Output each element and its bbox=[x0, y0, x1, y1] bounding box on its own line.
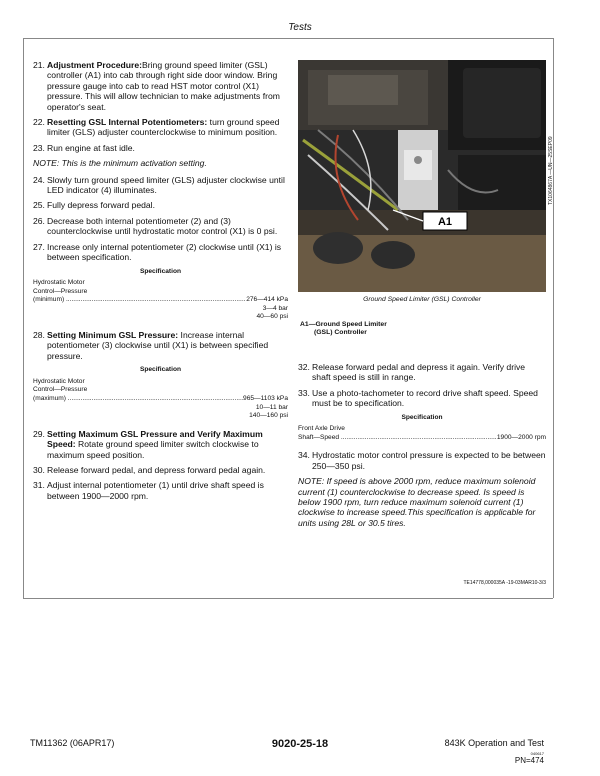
spec-title: Specification bbox=[139, 267, 182, 275]
step-heading: Adjustment Procedure: bbox=[47, 60, 143, 70]
spec-title: Specification bbox=[139, 366, 182, 374]
step-text: Slowly turn ground speed limiter (GLS) adjuster clockwise until LED indicator (4) illuminates. bbox=[47, 174, 285, 196]
spec-label: Front Axle Drive bbox=[298, 425, 345, 433]
left-column bbox=[33, 60, 288, 506]
step-number: 29. bbox=[33, 428, 45, 439]
frame-right-rule bbox=[553, 38, 554, 598]
step-number: 26. bbox=[33, 215, 45, 226]
step-25 bbox=[33, 200, 288, 210]
step-text: Increase internal potentiometer (3) clockwise until (X1) is between specified pressure. bbox=[47, 330, 269, 361]
photo-legend bbox=[300, 321, 387, 338]
spec-label: Hydrostatic Motor bbox=[33, 377, 85, 385]
page-header-title: Tests bbox=[288, 22, 312, 33]
step-30 bbox=[33, 465, 288, 475]
right-column bbox=[298, 362, 546, 528]
step-number: 32. bbox=[298, 362, 310, 372]
step-26 bbox=[33, 216, 288, 237]
step-text: Decrease both internal potentiometer (2) and (3) counterclockwise until hydrostatic motor control (X1) is 0 psi. bbox=[47, 215, 278, 237]
note-minimum-activation: NOTE: This is the minimum activation setting. bbox=[33, 158, 207, 169]
spec-value: 140—160 psi bbox=[249, 412, 288, 420]
document-reference-code: TE14778,000035A -19-03MAR10-3/3 bbox=[463, 580, 546, 586]
step-text: Use a photo-tachometer to record drive shaft speed. Speed must be to specification. bbox=[312, 387, 538, 409]
step-29 bbox=[33, 429, 288, 460]
step-23 bbox=[33, 143, 288, 153]
step-text: Release forward pedal and depress it again. Verify drive shaft speed is still in range. bbox=[312, 362, 526, 383]
step-34 bbox=[298, 450, 546, 471]
step-number: 21. bbox=[33, 60, 45, 70]
spec-value: 276—414 kPa bbox=[246, 296, 288, 304]
footer-manual-id: TM11362 (06APR17) bbox=[30, 738, 115, 748]
step-number: 22. bbox=[33, 117, 45, 128]
step-heading: Setting Maximum GSL Pressure and Verify Maximum Speed: bbox=[47, 428, 263, 450]
spec-label: Shaft—Speed ..... bbox=[298, 434, 497, 443]
footer-pn: PN=474 bbox=[514, 756, 544, 765]
step-22 bbox=[33, 117, 288, 138]
spec-title: Specification bbox=[401, 413, 443, 421]
spec-label: Control—Pressure bbox=[33, 386, 88, 394]
callout-a1-label: A1 bbox=[437, 216, 453, 228]
spec-value: 1900—2000 rpm bbox=[496, 433, 546, 441]
legend-line: (GSL) Controller bbox=[314, 329, 367, 337]
spec-value: 40—60 psi bbox=[256, 313, 288, 321]
spec-label: (maximum) ..... bbox=[33, 395, 243, 404]
spec-drive-shaft-speed bbox=[298, 414, 546, 443]
step-text: Increase only internal potentiometer (2) clockwise until (X1) is between specification. bbox=[47, 241, 282, 263]
step-32 bbox=[298, 362, 546, 383]
spec-label: Control—Pressure bbox=[33, 287, 88, 295]
step-28 bbox=[33, 330, 288, 361]
step-number: 23. bbox=[33, 142, 45, 153]
footer-page-number: 9020-25-18 bbox=[271, 738, 329, 750]
footer-date-code: 040617 bbox=[530, 751, 544, 756]
step-heading: Setting Minimum GSL Pressure: bbox=[47, 330, 179, 341]
step-number: 27. bbox=[33, 241, 45, 252]
header-rule bbox=[23, 38, 553, 39]
step-text: Run engine at fast idle. bbox=[47, 142, 135, 153]
spec-value: 965—1103 kPa bbox=[243, 395, 288, 403]
step-text: Fully depress forward pedal. bbox=[47, 200, 155, 211]
note-speed-adjustment: NOTE: If speed is above 2000 rpm, reduce maximum solenoid current (1) counterclockwise to decrease speed. Is speed is below 1900 rpm, turn reduce maximum solenoid current (1) clockwise to increase speed.This specification is applicable for units using 28L or 30.5 tires. bbox=[298, 476, 536, 528]
legend-line: A1—Ground Speed Limiter bbox=[300, 321, 387, 328]
step-heading: Resetting GSL Internal Potentiometers: bbox=[47, 117, 208, 128]
step-text: Bring ground speed limiter (GSL) controller (A1) into cab through right side door window. Bring pressure gauge into cab to read HST motor control (X1) pressure. This will allow technician to make adjustments from operator's seat. bbox=[47, 60, 280, 112]
gsl-controller-photo bbox=[298, 60, 546, 292]
frame-left-rule bbox=[23, 38, 24, 598]
step-text: Release forward pedal, and depress forward pedal again. bbox=[47, 465, 266, 476]
photo-illustration bbox=[298, 60, 546, 292]
photo-caption: Ground Speed Limiter (GSL) Controller bbox=[363, 296, 481, 303]
step-number: 33. bbox=[298, 387, 310, 398]
spec-value: 10—11 bar bbox=[255, 403, 288, 411]
step-31 bbox=[33, 480, 288, 501]
step-text: Adjust internal potentiometer (1) until drive shaft speed is between 1900—2000 rpm. bbox=[47, 480, 264, 501]
footer-manual-title: 843K Operation and Test bbox=[444, 738, 544, 748]
step-number: 31. bbox=[33, 480, 45, 491]
step-33 bbox=[298, 388, 546, 409]
spec-label: (minimum) ..... bbox=[33, 296, 246, 305]
photo-reference-code: TX1064867A —UN—25SEP09 bbox=[548, 136, 554, 205]
step-21 bbox=[33, 60, 288, 112]
step-24 bbox=[33, 175, 288, 196]
step-number: 28. bbox=[33, 330, 45, 341]
step-number: 25. bbox=[33, 200, 45, 211]
step-number: 34. bbox=[298, 450, 310, 461]
step-27 bbox=[33, 242, 288, 263]
step-text: Hydrostatic motor control pressure is expected to be between 250—350 psi. bbox=[312, 450, 546, 471]
step-text: Rotate ground speed limiter switch clockwise to maximum speed position. bbox=[47, 439, 259, 460]
step-number: 24. bbox=[33, 174, 45, 185]
step-number: 30. bbox=[33, 465, 45, 476]
spec-label: Hydrostatic Motor bbox=[33, 279, 85, 287]
step-text: turn ground speed limiter (GLS) adjuster counterclockwise to minimum position. bbox=[47, 117, 280, 138]
spec-minimum-pressure bbox=[33, 268, 288, 323]
frame-bottom-rule bbox=[23, 598, 553, 599]
spec-maximum-pressure bbox=[33, 366, 288, 421]
spec-value: 3—4 bar bbox=[262, 304, 288, 312]
